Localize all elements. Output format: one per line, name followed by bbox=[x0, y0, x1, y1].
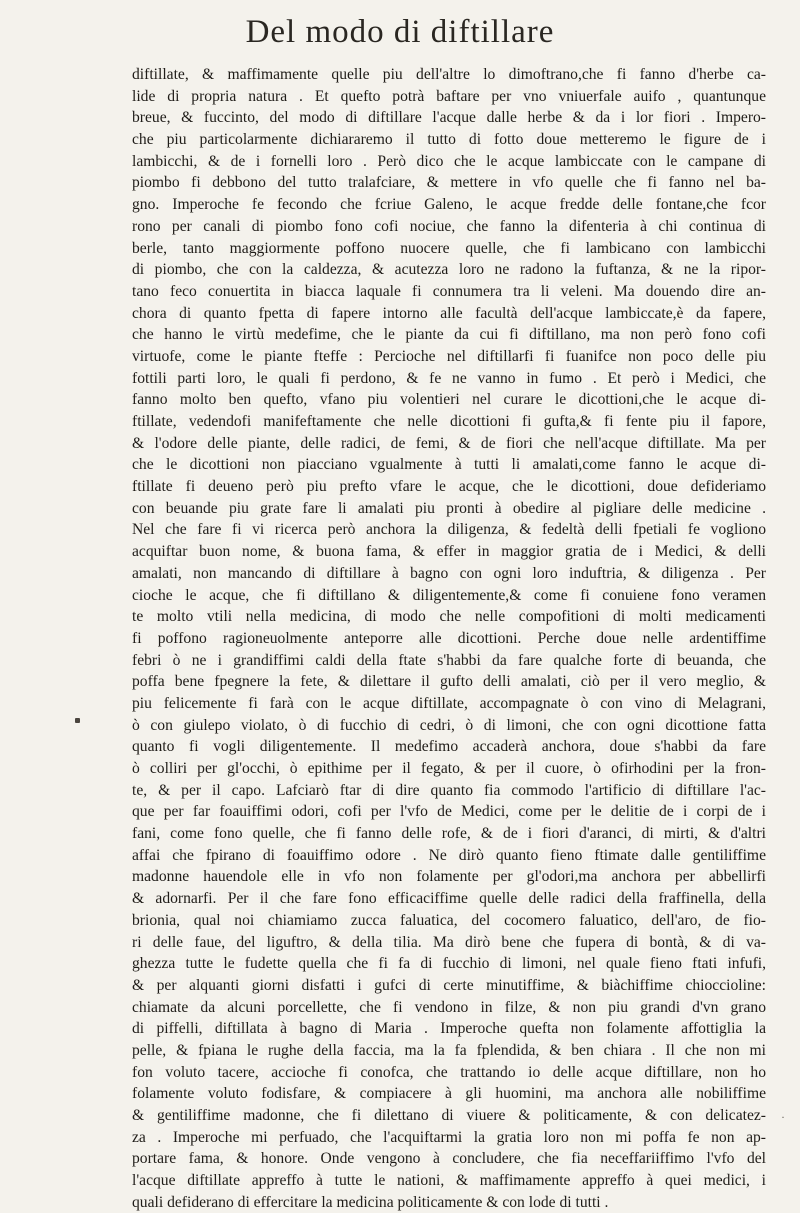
text-line: chiamate da alcuni porcellette, che fi vendono in filze, & non piu grandi d'vn grano bbox=[132, 998, 766, 1016]
text-line: breue, & fuccinto, del modo di diftillare l'acque dalle herbe & da i lor fiori . Impero- bbox=[132, 109, 766, 127]
text-line: portare fama, & honore. Onde vengono à concludere, che fia neceffariiffimo l'vfo del bbox=[132, 1150, 766, 1168]
text-line: gno. Imperoche fe fecondo che fcriue Galeno, le acque fredde delle fontane,che fcor bbox=[132, 196, 766, 214]
text-line: lide di propria natura . Et quefto potrà baftare per vno vniuerfale auifo , quantunque bbox=[132, 87, 766, 105]
running-header: Del modo di diftillare bbox=[245, 14, 555, 50]
text-line: fottili parti loro, le quali fi perdono, & fe ne vanno in fumo . Et però i Medici, che bbox=[132, 369, 766, 387]
text-line: di piffelli, diftillata à bagno di Maria . Imperoche quefta non folamente affottiglia la bbox=[132, 1020, 766, 1038]
text-line: acquiftar buon nome, & buona fama, & effer in maggior gratia de i Medici, & delli bbox=[132, 543, 766, 561]
text-line: amalati, non mancando di diftillare à bagno con ogni loro induftria, & diligenza . Per bbox=[132, 564, 766, 582]
text-line: fi poffono ragioneuolmente anteporre alle dicottioni. Perche doue nelle ardentiffime bbox=[132, 629, 766, 647]
page-fleck: · bbox=[781, 1110, 785, 1124]
text-line: che piu particolarmente dichiararemo il tutto di fotto doue metteremo le figure de i bbox=[132, 131, 766, 149]
text-line: Nel che fare fi vi ricerca però anchora la diligenza, & fedeltà delli fpetiali fe vogliono bbox=[132, 521, 766, 539]
text-line: & adornarfi. Per il che fare fono efficaciffime quelle delle radici della fraffinella, della bbox=[132, 890, 766, 908]
text-line: ò colliri per gl'occhi, ò epithime per il fegato, & per il cuore, ò ofirhodini per la fron- bbox=[132, 760, 766, 777]
text-line: che hanno le virtù medefime, che le piante da cui fi diftillano, ma non però fono cofi bbox=[132, 326, 766, 344]
text-line: lambicchi, & de i fornelli loro . Però dico che le acque lambiccate con le campane di bbox=[132, 152, 766, 170]
text-line: che le dicottioni non piacciano vgualmente à tutti li amalati,come fanno le acque di- bbox=[132, 456, 766, 474]
text-line: quali defiderano di effercitare la medicina politicamente & con lode di tutti . bbox=[132, 1193, 609, 1211]
text-line: fon voluto tacere, accioche fi conofca, che trattando io delle acque diftillare, non ho bbox=[132, 1063, 766, 1081]
text-line: ftillate fi deueno però piu prefto vfare le acque, che le dicottioni, doue defideriamo bbox=[132, 478, 766, 496]
text-line: tano feco conuertita in biacca laquale fi connumera tra li veleni. Ma douendo dire an- bbox=[132, 282, 766, 300]
text-line: l'acque diftillate appreffo à tutte le nationi, & maffimamente appreffo à quei medici, i bbox=[132, 1172, 766, 1190]
text-line: di piombo, che con la caldezza, & acutezza loro ne radono la fuftanza, & ne la ripor- bbox=[132, 261, 766, 279]
text-line: te molto vtili nella medicina, di modo che nelle compofitioni di molti medicamenti bbox=[132, 608, 766, 626]
margin-mark bbox=[75, 718, 80, 723]
text-line: za . Imperoche mi perfuado, che l'acquiftarmi la gratia loro non mi poffa fe non ap- bbox=[132, 1128, 766, 1146]
text-line: virtuofe, come le piante fteffe : Percioche nel diftillarfi fi fuanifce non poco delle piu bbox=[132, 347, 766, 365]
text-line: con beuande piu grate fare li amalati piu pronti à obedire al pigliare delle medicine . bbox=[132, 499, 766, 517]
text-line: ftillate, vedendofi manifeftamente che nelle dicottioni fi gufta,& fi fente piu il fapore, bbox=[132, 413, 766, 430]
text-line: quanto fi vogli diligentemente. Il medefimo accaderà anchora, doue s'habbi da fare bbox=[132, 738, 766, 756]
text-line: diftillate, & maffimamente quelle piu dell'altre lo dimoftrano,che fi fanno d'herbe ca- bbox=[132, 66, 766, 83]
text-line: te, & per il capo. Lafciarò ftar di dire quanto fia commodo l'artificio di diftillare l'ac- bbox=[132, 781, 766, 799]
text-line: fani, come fono quelle, che fi fanno delle rofe, & de i fiori d'aranci, di mirti, & d'altri bbox=[132, 825, 766, 843]
text-line: piu felicemente fi farà con le acque diftillate, accompagnate ò con vino di Melagrani, bbox=[132, 694, 766, 712]
text-line: que per far foauiffimi odori, cofi per l'vfo de Medici, come per le delitie de i corpi de i bbox=[132, 803, 766, 821]
text-line: pelle, & fpiana le rughe della faccia, ma la fa fplendida, & ben chiara . Il che non mi bbox=[132, 1041, 766, 1059]
text-line: ghezza tutte le fudette quella che fi fa di fucchio di limoni, nel quale fieno ftati infufi, bbox=[132, 955, 766, 973]
text-line: madonne hauendole elle in vfo non folamente per gl'odori,ma anchora per abbellirfi bbox=[132, 868, 766, 886]
text-line: cioche le acque, che fi diftillano & diligentemente,& come fi conuiene fono veramen bbox=[132, 586, 766, 604]
text-line: brionia, qual noi chiamiamo zucca faluatica, del cocomero faluatico, dell'aro, de fio- bbox=[132, 911, 766, 929]
text-block bbox=[132, 64, 766, 1213]
text-line: febri ò ne i grandiffimi caldi della ftate s'habbi da fare qualche forte di beuanda, che bbox=[132, 651, 766, 669]
text-line: & l'odore delle piante, delle radici, de femi, & de fiori che nell'acque diftillate. Ma per bbox=[132, 434, 766, 452]
text-line: chora di quanto fpetta di fapere intorno alle facultà dell'acque lambiccate,è da fapere, bbox=[132, 304, 766, 322]
text-line: fanno molto ben quefto, vfano piu volentieri nel curare le dicottioni,che le acque di- bbox=[132, 391, 766, 409]
text-line: affai che fpirano di foauiffimo odore . Ne dirò quanto fieno ftimate dalle gentiliffime bbox=[132, 846, 766, 864]
text-line: ò con giulepo violato, ò di fucchio di cedri, ò di limoni, che con ogni dicottione fatta bbox=[132, 716, 766, 734]
text-line: & gentiliffime madonne, che fi dilettano di viuere & politicamente, & con delicatez- bbox=[132, 1107, 766, 1124]
text-line: & per alquanti giorni disfatti i gufci di certe minutiffime, & biàchiffime chioccioline: bbox=[132, 976, 766, 994]
text-line: piombo fi debbono del tutto tralafciare, & mettere in vfo quelle che fi fanno nel ba- bbox=[132, 174, 766, 192]
text-line: rono per canali di piombo fono cofi nociue, che fanno la difenteria à chi continua di bbox=[132, 217, 766, 235]
text-line: poffa bene fpegnere la fete, & dilettare il gufto delli amalati, ciò per il vero meglio, & bbox=[132, 673, 766, 691]
text-line: folamente voluto fodisfare, & compiacere à gli huomini, ma anchora alle nobiliffime bbox=[132, 1085, 766, 1103]
text-line: ri delle faue, del liguftro, & della tilia. Ma dirò bene che fupera di bontà, & di va- bbox=[132, 933, 766, 951]
text-line: berle, tanto maggiormente poffono nuocere quelle, che fi lambicano con lambicchi bbox=[132, 239, 766, 257]
